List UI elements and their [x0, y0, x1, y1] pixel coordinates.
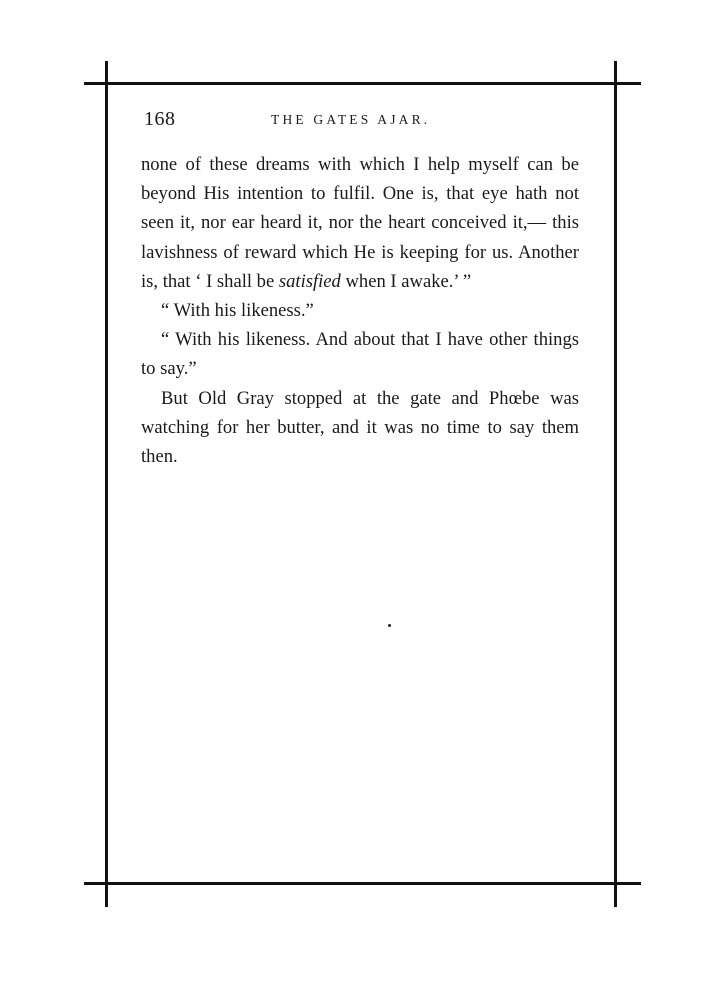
ink-speck — [388, 624, 391, 627]
body-text — [141, 150, 579, 471]
paragraph-2: “ With his likeness.” — [161, 300, 314, 322]
page-number: 168 — [144, 108, 176, 130]
border-rule-top — [84, 82, 641, 85]
paragraph-3: “ With his likeness. And about that I have other things to say.” — [141, 329, 579, 380]
border-rule-right — [614, 61, 617, 907]
paragraph-1-end: when I awake.’ ” — [340, 270, 472, 292]
paragraph-1-text: none of these dreams with which I help myself can be beyond His intention to fulfil. One is, that eye hath not seen it, nor ear heard it, nor the heart conceived it,— this lavishness of reward which He is keeping for us. Another is, that ‘ I shall be — [141, 154, 579, 292]
paragraph-4: But Old Gray stopped at the gate and Phœbe was watching for her butter, and it was no time to say them then. — [141, 387, 579, 468]
paragraph-continued — [141, 150, 579, 296]
italic-word: satisfied — [278, 270, 341, 292]
border-rule-bottom — [84, 882, 641, 885]
running-title: THE GATES AJAR. — [271, 112, 431, 127]
border-rule-left — [105, 61, 108, 907]
page-header — [141, 108, 581, 132]
